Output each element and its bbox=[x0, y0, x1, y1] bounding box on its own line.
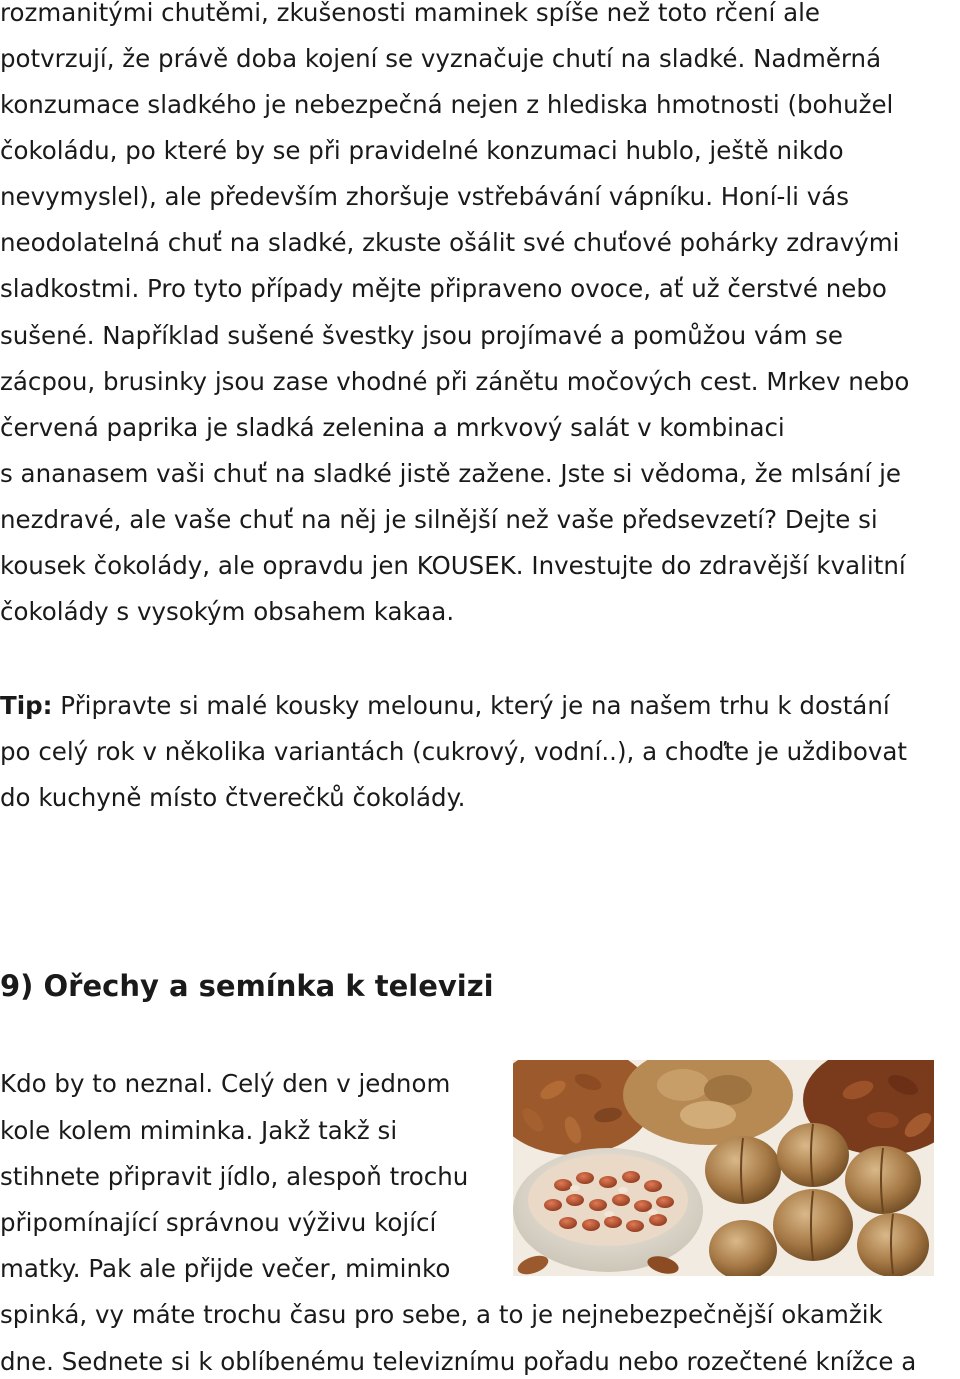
text-line: sušené. Například sušené švestky jsou projímavé a pomůžou vám se bbox=[0, 321, 843, 350]
tip-line: po celý rok v několika variantách (cukrový, vodní..), a choďte je uždibovat bbox=[0, 737, 907, 766]
section-heading: 9) Ořechy a semínka k televizi bbox=[0, 969, 494, 1003]
text-line: zácpou, brusinky jsou zase vhodné při zánětu močových cest. Mrkev nebo bbox=[0, 367, 910, 396]
tip-line bbox=[0, 691, 890, 721]
text-line: připomínající správnou výživu kojící bbox=[0, 1208, 437, 1237]
nuts-photo bbox=[513, 1060, 934, 1276]
text-line: kousek čokolády, ale opravdu jen KOUSEK. Investujte do zdravější kvalitní bbox=[0, 551, 906, 580]
tip-line: do kuchyně místo čtverečků čokolády. bbox=[0, 783, 466, 812]
text-line: rozmanitými chutěmi, zkušenosti maminek spíše než toto rčení ale bbox=[0, 0, 820, 27]
text-line: neodolatelná chuť na sladké, zkuste ošálit své chuťové pohárky zdravými bbox=[0, 228, 900, 257]
text-line: kole kolem miminka. Jakž takž si bbox=[0, 1116, 398, 1145]
tip-text: Připravte si malé kousky melounu, který je na našem trhu k dostání bbox=[52, 691, 890, 720]
text-line: stihnete připravit jídlo, alespoň trochu bbox=[0, 1162, 469, 1191]
text-line: matky. Pak ale přijde večer, miminko bbox=[0, 1254, 451, 1283]
text-line: Kdo by to neznal. Celý den v jednom bbox=[0, 1069, 451, 1098]
text-line: dne. Sednete si k oblíbenému televiznímu pořadu nebo rozečtené knížce a bbox=[0, 1347, 917, 1376]
text-line: čokolády s vysokým obsahem kakaa. bbox=[0, 597, 455, 626]
text-line: spinká, vy máte trochu času pro sebe, a to je nejnebezpečnější okamžik bbox=[0, 1300, 883, 1329]
text-line: čokoládu, po které by se při pravidelné konzumaci hublo, ještě nikdo bbox=[0, 136, 844, 165]
text-line: červená paprika je sladká zelenina a mrkvový salát v kombinaci bbox=[0, 413, 785, 442]
tip-label: Tip: bbox=[0, 691, 53, 720]
text-line: nevymyslel), ale především zhoršuje vstřebávání vápníku. Honí-li vás bbox=[0, 182, 850, 211]
text-line: potvrzují, že právě doba kojení se vyznačuje chutí na sladké. Nadměrná bbox=[0, 44, 882, 73]
text-line: konzumace sladkého je nebezpečná nejen z hlediska hmotnosti (bohužel bbox=[0, 90, 894, 119]
text-line: nezdravé, ale vaše chuť na něj je silnější než vaše předsevzetí? Dejte si bbox=[0, 505, 878, 534]
text-line: sladkostmi. Pro tyto případy mějte připraveno ovoce, ať už čerstvé nebo bbox=[0, 274, 887, 303]
text-line: s ananasem vaši chuť na sladké jistě zažene. Jste si vědoma, že mlsání je bbox=[0, 459, 901, 488]
